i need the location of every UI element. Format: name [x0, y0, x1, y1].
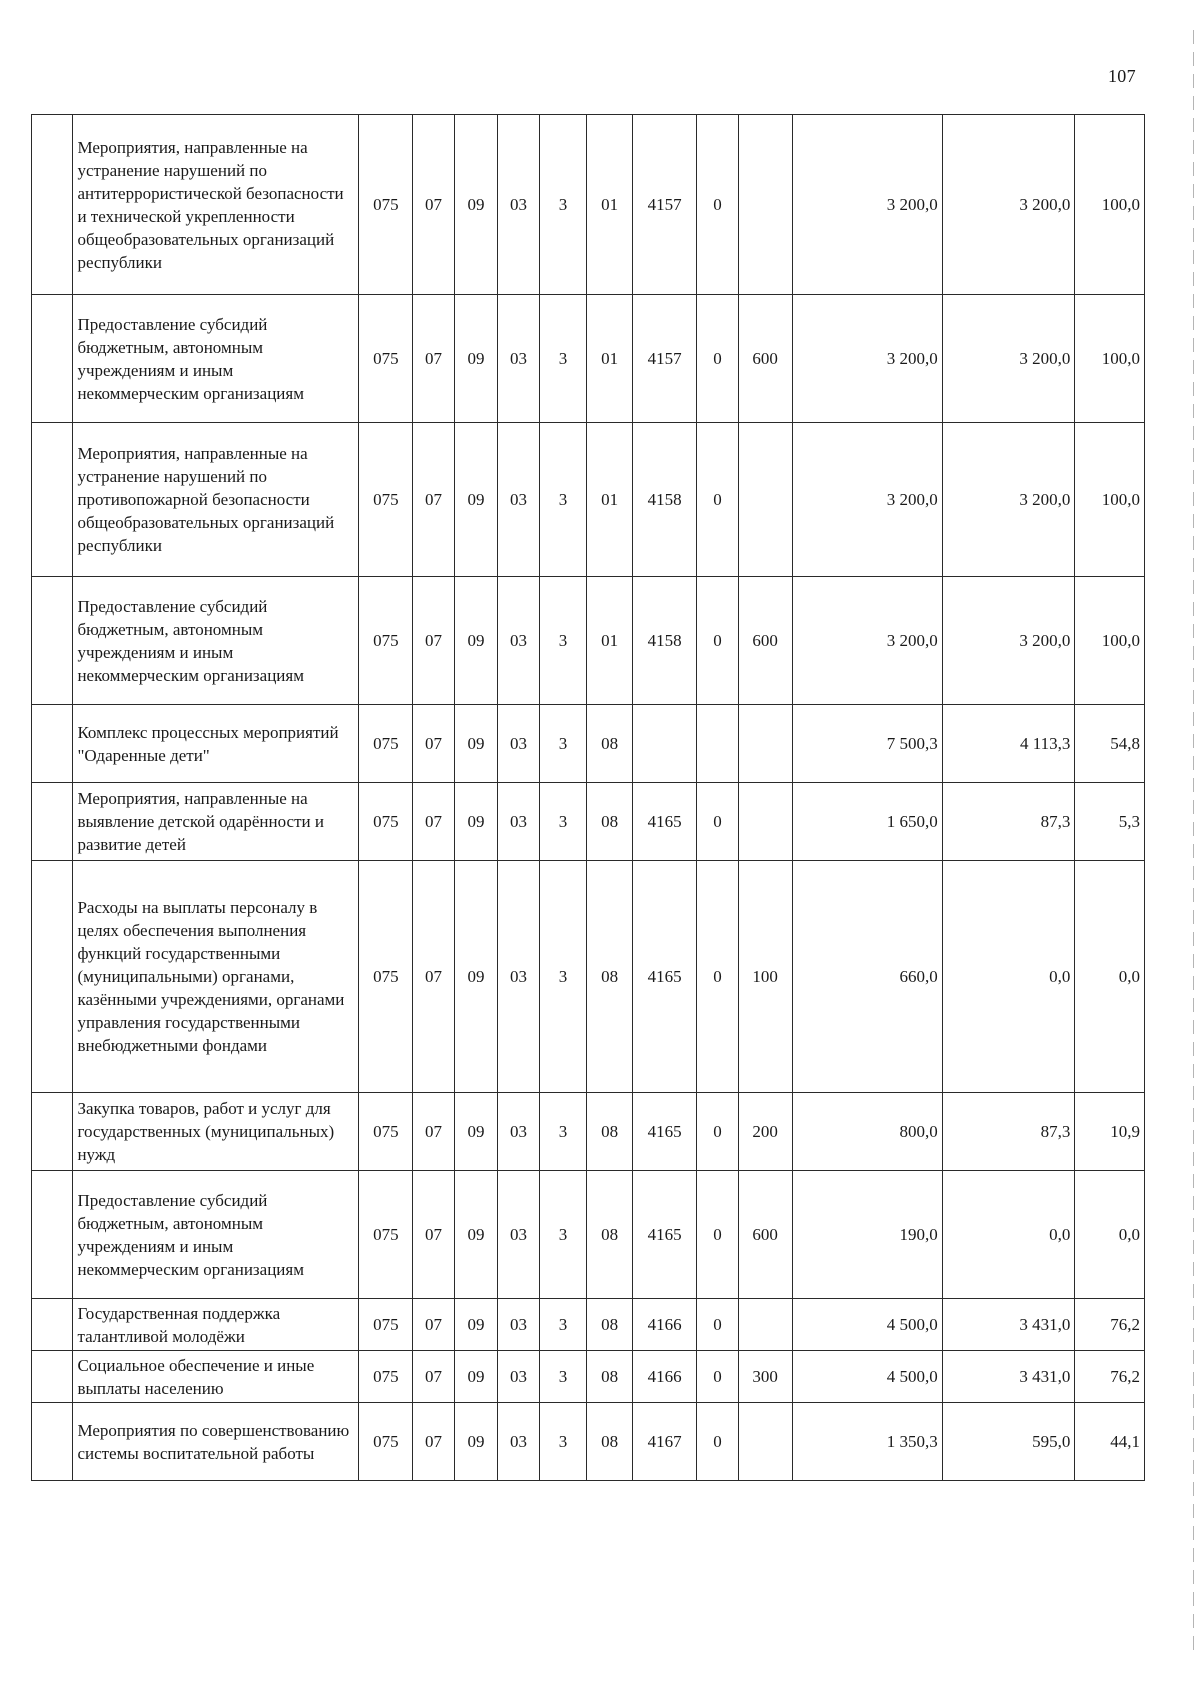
- code-cell: 075: [359, 1299, 413, 1351]
- direction-cell: 4166: [632, 1351, 696, 1403]
- flag-cell: 0: [697, 783, 738, 861]
- fact-amount-cell: 4 113,3: [942, 705, 1075, 783]
- program-cell: 03: [498, 1351, 539, 1403]
- complex-cell: 08: [587, 1299, 633, 1351]
- expense-type-cell: [738, 115, 792, 295]
- budget-table: [31, 114, 1145, 1481]
- fact-amount-cell: 3 200,0: [942, 115, 1075, 295]
- table-row: [32, 1351, 1145, 1403]
- section-cell: 07: [413, 1299, 454, 1351]
- table-row: [32, 1171, 1145, 1299]
- row-number-cell: [32, 115, 73, 295]
- direction-cell: 4165: [632, 1171, 696, 1299]
- expense-type-cell: [738, 705, 792, 783]
- code-cell: 075: [359, 861, 413, 1093]
- fact-amount-cell: 3 431,0: [942, 1351, 1075, 1403]
- expense-type-cell: 300: [738, 1351, 792, 1403]
- plan-amount-cell: 7 500,3: [792, 705, 942, 783]
- plan-amount-cell: 800,0: [792, 1093, 942, 1171]
- plan-amount-cell: 660,0: [792, 861, 942, 1093]
- subprogram-cell: 3: [539, 1299, 587, 1351]
- expense-type-cell: 600: [738, 295, 792, 423]
- subprogram-cell: 3: [539, 577, 587, 705]
- section-cell: 07: [413, 1171, 454, 1299]
- row-number-cell: [32, 1351, 73, 1403]
- flag-cell: 0: [697, 1093, 738, 1171]
- fact-amount-cell: 0,0: [942, 861, 1075, 1093]
- code-cell: 075: [359, 115, 413, 295]
- percent-cell: 76,2: [1075, 1351, 1145, 1403]
- complex-cell: 08: [587, 861, 633, 1093]
- code-cell: 075: [359, 1171, 413, 1299]
- subprogram-cell: 3: [539, 115, 587, 295]
- page-number: 107: [1108, 66, 1136, 86]
- subsection-cell: 09: [454, 861, 498, 1093]
- flag-cell: 0: [697, 577, 738, 705]
- row-number-cell: [32, 577, 73, 705]
- direction-cell: 4165: [632, 1093, 696, 1171]
- subsection-cell: 09: [454, 423, 498, 577]
- program-cell: 03: [498, 423, 539, 577]
- subprogram-cell: 3: [539, 423, 587, 577]
- plan-amount-cell: 3 200,0: [792, 423, 942, 577]
- program-cell: 03: [498, 861, 539, 1093]
- subsection-cell: 09: [454, 1351, 498, 1403]
- direction-cell: 4158: [632, 577, 696, 705]
- program-cell: 03: [498, 1171, 539, 1299]
- code-cell: 075: [359, 423, 413, 577]
- section-cell: 07: [413, 1093, 454, 1171]
- fact-amount-cell: 87,3: [942, 783, 1075, 861]
- row-number-cell: [32, 783, 73, 861]
- complex-cell: 08: [587, 1093, 633, 1171]
- item-name-cell: Расходы на выплаты персоналу в целях обеспечения выполнения функций государственными (муниципальными) органами, казёнными учреждениями, органами управления государственными внебюджетными фондами: [73, 861, 359, 1093]
- row-number-cell: [32, 1299, 73, 1351]
- direction-cell: 4157: [632, 115, 696, 295]
- subsection-cell: 09: [454, 1093, 498, 1171]
- complex-cell: 08: [587, 1171, 633, 1299]
- item-name-cell: Мероприятия, направленные на выявление детской одарённости и развитие детей: [73, 783, 359, 861]
- percent-cell: 0,0: [1075, 861, 1145, 1093]
- complex-cell: 01: [587, 295, 633, 423]
- complex-cell: 01: [587, 115, 633, 295]
- plan-amount-cell: 4 500,0: [792, 1351, 942, 1403]
- subsection-cell: 09: [454, 1171, 498, 1299]
- flag-cell: [697, 705, 738, 783]
- code-cell: 075: [359, 295, 413, 423]
- percent-cell: 100,0: [1075, 423, 1145, 577]
- plan-amount-cell: 1 650,0: [792, 783, 942, 861]
- direction-cell: 4165: [632, 783, 696, 861]
- percent-cell: 100,0: [1075, 577, 1145, 705]
- section-cell: 07: [413, 295, 454, 423]
- program-cell: 03: [498, 783, 539, 861]
- table-row: [32, 1299, 1145, 1351]
- flag-cell: 0: [697, 423, 738, 577]
- subsection-cell: 09: [454, 295, 498, 423]
- fact-amount-cell: 3 431,0: [942, 1299, 1075, 1351]
- flag-cell: 0: [697, 1299, 738, 1351]
- expense-type-cell: 100: [738, 861, 792, 1093]
- fact-amount-cell: 87,3: [942, 1093, 1075, 1171]
- table-row: [32, 705, 1145, 783]
- item-name-cell: Комплекс процессных мероприятий "Одаренные дети": [73, 705, 359, 783]
- program-cell: 03: [498, 1093, 539, 1171]
- percent-cell: 10,9: [1075, 1093, 1145, 1171]
- table-row: [32, 115, 1145, 295]
- table-row: [32, 295, 1145, 423]
- percent-cell: 5,3: [1075, 783, 1145, 861]
- item-name-cell: Предоставление субсидий бюджетным, автономным учреждениям и иным некоммерческим организациям: [73, 295, 359, 423]
- section-cell: 07: [413, 705, 454, 783]
- complex-cell: 08: [587, 705, 633, 783]
- subprogram-cell: 3: [539, 783, 587, 861]
- percent-cell: 76,2: [1075, 1299, 1145, 1351]
- row-number-cell: [32, 1093, 73, 1171]
- row-number-cell: [32, 861, 73, 1093]
- expense-type-cell: [738, 1299, 792, 1351]
- subprogram-cell: 3: [539, 705, 587, 783]
- expense-type-cell: [738, 1403, 792, 1481]
- subprogram-cell: 3: [539, 295, 587, 423]
- program-cell: 03: [498, 577, 539, 705]
- item-name-cell: Предоставление субсидий бюджетным, автономным учреждениям и иным некоммерческим организациям: [73, 1171, 359, 1299]
- section-cell: 07: [413, 861, 454, 1093]
- subprogram-cell: 3: [539, 1403, 587, 1481]
- fact-amount-cell: 0,0: [942, 1171, 1075, 1299]
- flag-cell: 0: [697, 115, 738, 295]
- code-cell: 075: [359, 1093, 413, 1171]
- flag-cell: 0: [697, 1403, 738, 1481]
- subsection-cell: 09: [454, 1403, 498, 1481]
- fact-amount-cell: 595,0: [942, 1403, 1075, 1481]
- code-cell: 075: [359, 1403, 413, 1481]
- plan-amount-cell: 3 200,0: [792, 115, 942, 295]
- direction-cell: 4158: [632, 423, 696, 577]
- direction-cell: [632, 705, 696, 783]
- direction-cell: 4157: [632, 295, 696, 423]
- table-row: [32, 861, 1145, 1093]
- complex-cell: 08: [587, 783, 633, 861]
- table-row: [32, 423, 1145, 577]
- section-cell: 07: [413, 1403, 454, 1481]
- item-name-cell: Предоставление субсидий бюджетным, автономным учреждениям и иным некоммерческим организациям: [73, 577, 359, 705]
- scan-edge-line: [1193, 30, 1194, 1650]
- flag-cell: 0: [697, 295, 738, 423]
- code-cell: 075: [359, 577, 413, 705]
- subsection-cell: 09: [454, 115, 498, 295]
- plan-amount-cell: 3 200,0: [792, 577, 942, 705]
- flag-cell: 0: [697, 861, 738, 1093]
- plan-amount-cell: 190,0: [792, 1171, 942, 1299]
- plan-amount-cell: 4 500,0: [792, 1299, 942, 1351]
- section-cell: 07: [413, 1351, 454, 1403]
- flag-cell: 0: [697, 1351, 738, 1403]
- table-body: [32, 115, 1145, 1481]
- subsection-cell: 09: [454, 577, 498, 705]
- complex-cell: 01: [587, 577, 633, 705]
- complex-cell: 08: [587, 1351, 633, 1403]
- row-number-cell: [32, 1403, 73, 1481]
- section-cell: 07: [413, 423, 454, 577]
- item-name-cell: Государственная поддержка талантливой молодёжи: [73, 1299, 359, 1351]
- plan-amount-cell: 3 200,0: [792, 295, 942, 423]
- direction-cell: 4167: [632, 1403, 696, 1481]
- percent-cell: 54,8: [1075, 705, 1145, 783]
- expense-type-cell: [738, 423, 792, 577]
- plan-amount-cell: 1 350,3: [792, 1403, 942, 1481]
- percent-cell: 100,0: [1075, 115, 1145, 295]
- expense-type-cell: 600: [738, 577, 792, 705]
- code-cell: 075: [359, 783, 413, 861]
- code-cell: 075: [359, 705, 413, 783]
- program-cell: 03: [498, 1403, 539, 1481]
- item-name-cell: Закупка товаров, работ и услуг для государственных (муниципальных) нужд: [73, 1093, 359, 1171]
- section-cell: 07: [413, 115, 454, 295]
- fact-amount-cell: 3 200,0: [942, 577, 1075, 705]
- flag-cell: 0: [697, 1171, 738, 1299]
- row-number-cell: [32, 295, 73, 423]
- table-row: [32, 577, 1145, 705]
- item-name-cell: Мероприятия по совершенствованию системы воспитательной работы: [73, 1403, 359, 1481]
- subprogram-cell: 3: [539, 1351, 587, 1403]
- program-cell: 03: [498, 705, 539, 783]
- percent-cell: 0,0: [1075, 1171, 1145, 1299]
- table-row: [32, 1093, 1145, 1171]
- direction-cell: 4166: [632, 1299, 696, 1351]
- percent-cell: 44,1: [1075, 1403, 1145, 1481]
- subsection-cell: 09: [454, 1299, 498, 1351]
- row-number-cell: [32, 1171, 73, 1299]
- table-row: [32, 1403, 1145, 1481]
- complex-cell: 08: [587, 1403, 633, 1481]
- row-number-cell: [32, 705, 73, 783]
- subprogram-cell: 3: [539, 1171, 587, 1299]
- item-name-cell: Социальное обеспечение и иные выплаты населению: [73, 1351, 359, 1403]
- percent-cell: 100,0: [1075, 295, 1145, 423]
- subprogram-cell: 3: [539, 1093, 587, 1171]
- expense-type-cell: 600: [738, 1171, 792, 1299]
- fact-amount-cell: 3 200,0: [942, 423, 1075, 577]
- item-name-cell: Мероприятия, направленные на устранение нарушений по антитеррористической безопасности и технической укрепленности общеобразовательных организаций республики: [73, 115, 359, 295]
- expense-type-cell: 200: [738, 1093, 792, 1171]
- code-cell: 075: [359, 1351, 413, 1403]
- subsection-cell: 09: [454, 783, 498, 861]
- program-cell: 03: [498, 295, 539, 423]
- row-number-cell: [32, 423, 73, 577]
- direction-cell: 4165: [632, 861, 696, 1093]
- subprogram-cell: 3: [539, 861, 587, 1093]
- program-cell: 03: [498, 115, 539, 295]
- expense-type-cell: [738, 783, 792, 861]
- section-cell: 07: [413, 783, 454, 861]
- item-name-cell: Мероприятия, направленные на устранение нарушений по противопожарной безопасности общеобразовательных организаций республики: [73, 423, 359, 577]
- subsection-cell: 09: [454, 705, 498, 783]
- program-cell: 03: [498, 1299, 539, 1351]
- complex-cell: 01: [587, 423, 633, 577]
- section-cell: 07: [413, 577, 454, 705]
- table-row: [32, 783, 1145, 861]
- fact-amount-cell: 3 200,0: [942, 295, 1075, 423]
